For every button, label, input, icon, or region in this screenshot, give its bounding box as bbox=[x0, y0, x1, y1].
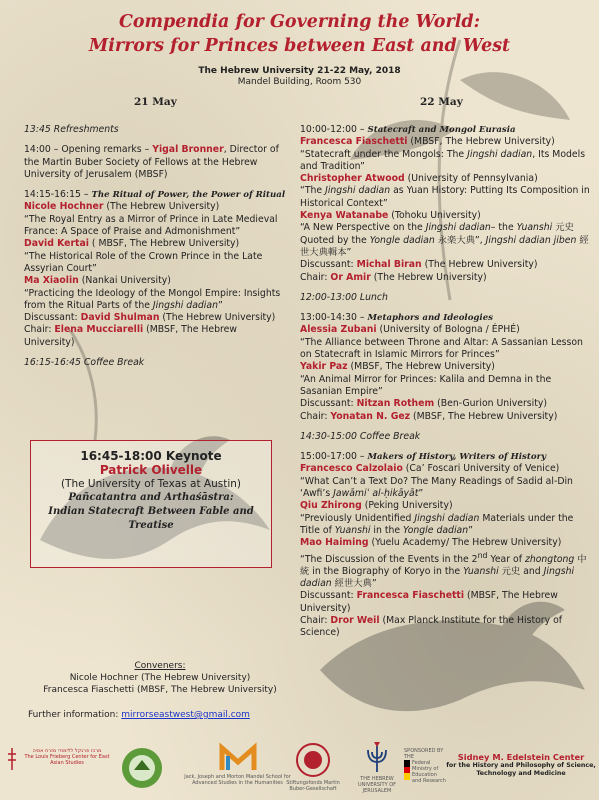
title-text: 元史 Quoted by the bbox=[300, 222, 574, 246]
title-text: in the bbox=[370, 524, 404, 536]
talk-title bbox=[300, 185, 590, 210]
frieberg-emblem-icon bbox=[6, 748, 18, 770]
talk bbox=[300, 173, 590, 185]
speaker-affiliation: (The Hebrew University) bbox=[103, 201, 220, 213]
speaker-name: Mao Haiming bbox=[300, 537, 369, 549]
title-text: ” bbox=[217, 299, 223, 311]
menorah-icon bbox=[362, 742, 392, 774]
title-italic: Yuanshi bbox=[463, 565, 499, 577]
title-text: “The bbox=[300, 185, 326, 197]
title-italic: Yuanshi bbox=[334, 524, 371, 536]
speaker-name: Francesca Fiaschetti bbox=[356, 590, 465, 602]
speaker-affiliation: (Yuelu Academy/ The Hebrew University) bbox=[368, 537, 562, 549]
speaker-name: Alessia Zubani bbox=[300, 324, 377, 336]
title-italic: Jingshi dadian bbox=[467, 148, 533, 160]
edelstein-sub: for the History and Philosophy of Science, Technology and Medicine bbox=[446, 762, 596, 777]
keynote-affiliation: (The University of Texas at Austin) bbox=[60, 478, 242, 490]
speaker-name: Francesco Calzolaio bbox=[300, 463, 403, 475]
edelstein-center-logo bbox=[446, 752, 596, 778]
speaker-affiliation: (Ben-Gurion University) bbox=[434, 398, 548, 410]
session-heading bbox=[300, 124, 590, 136]
speaker-name: Yonatan N. Gez bbox=[330, 410, 411, 422]
speaker-name: Kenya Watanabe bbox=[300, 210, 389, 222]
title-text: 中統 in the Biography of Koryo in the bbox=[300, 553, 587, 577]
speaker-affiliation: (Max Planck Institute for the History of Science) bbox=[300, 615, 563, 639]
day2-column bbox=[300, 124, 590, 640]
title-line-2: Mirrors for Princes between East and West bbox=[88, 36, 511, 56]
mandel-m-icon bbox=[218, 742, 258, 772]
session-time: 15:00-17:00 – bbox=[300, 451, 365, 463]
role-label: Discussant: bbox=[300, 259, 357, 271]
title-italic: Yongle dadian bbox=[369, 234, 435, 246]
session-title: Makers of History, Writers of History bbox=[367, 452, 547, 463]
role-label: Chair: bbox=[300, 615, 331, 627]
talk-title bbox=[300, 550, 590, 591]
title-text: “What Can’t a Text Do? The Many Readings of Sadid al-Din ‘Awfi’s bbox=[300, 475, 573, 500]
speaker-name: David Kertai bbox=[24, 238, 89, 250]
seal-icon bbox=[120, 746, 164, 790]
talk-title bbox=[24, 288, 286, 313]
mandel-school-logo bbox=[180, 742, 295, 786]
title-text: “A New Perspective on the bbox=[300, 222, 426, 234]
talk bbox=[24, 201, 286, 213]
title-italic: zhongtong bbox=[524, 553, 575, 565]
day1-column bbox=[24, 124, 286, 369]
title-text: , Its Models and Tradition” bbox=[300, 148, 586, 172]
talk bbox=[300, 210, 590, 222]
talk bbox=[24, 238, 286, 250]
role-label: Chair: bbox=[300, 410, 331, 422]
speaker-affiliation: ( MBSF, The Hebrew University) bbox=[88, 238, 240, 250]
speaker-name: Christopher Atwood bbox=[300, 173, 405, 185]
speaker-affiliation: (MBSF, The Hebrew University) bbox=[407, 136, 555, 148]
chair bbox=[300, 615, 590, 640]
title-italic: Jingshi dadian bbox=[325, 185, 391, 197]
discussant bbox=[300, 590, 590, 615]
speaker-affiliation: (MBSF, The Hebrew University) bbox=[410, 410, 558, 422]
conveners-label-text: Conveners: bbox=[134, 661, 186, 671]
title-text: “Practicing the Ideology of the Mongol Empire: Insights from the Ritual Parts of the bbox=[24, 287, 281, 311]
session-title: Statecraft and Mongol Eurasia bbox=[367, 125, 516, 135]
buber-seal-icon bbox=[295, 742, 331, 778]
role-label: Discussant: bbox=[300, 398, 357, 410]
talk-title: “An Animal Mirror for Princes: Kalila and Demna in the Sasanian Empire” bbox=[300, 373, 552, 397]
speaker-name: Or Amir bbox=[330, 271, 371, 283]
title-text: – the bbox=[490, 222, 517, 234]
keynote-box bbox=[30, 440, 272, 568]
title-italic: Yongle dadian bbox=[403, 524, 469, 536]
day1-heading: 21 May bbox=[134, 96, 177, 108]
title-italic: Jawāmiʿ al-ḥikāyāt bbox=[333, 488, 419, 500]
frieberg-center-logo bbox=[6, 748, 116, 770]
speaker-affiliation: (Ca’ Foscari University of Venice) bbox=[402, 463, 560, 475]
role-label: Discussant: bbox=[24, 312, 81, 324]
speaker-name: Yakir Paz bbox=[300, 361, 348, 373]
keynote-heading: 16:45-18:00 Keynote bbox=[80, 449, 222, 463]
chair bbox=[300, 411, 590, 423]
frieberg-english: The Louis Frieberg Center for East Asian Studies bbox=[24, 754, 110, 766]
role-label: Discussant: bbox=[300, 590, 357, 602]
german-flag-icon bbox=[404, 760, 410, 780]
session-heading bbox=[300, 451, 590, 463]
buber-text: Stiftungsfonds Martin Buber-Gesellschaft bbox=[286, 780, 340, 792]
day2-heading: 22 May bbox=[420, 96, 463, 108]
talk bbox=[300, 136, 590, 148]
speaker-name: Francesca Fiaschetti bbox=[300, 136, 408, 148]
discussant bbox=[24, 312, 286, 324]
session-title: Metaphors and Ideologies bbox=[367, 313, 494, 324]
title-text: “The Discussion of the Events in the 2 bbox=[300, 553, 478, 565]
talk bbox=[300, 500, 590, 512]
opening-time: 14:00 – Opening remarks – bbox=[24, 144, 150, 156]
chair bbox=[24, 324, 286, 349]
title-italic: Jingshi dadian bbox=[414, 512, 480, 524]
title-text: as Yuan History: Putting Its Composition in Historical Context” bbox=[300, 185, 590, 209]
talk-title bbox=[300, 222, 590, 259]
session-time: 14:15-16:15 – bbox=[24, 189, 89, 201]
speaker-affiliation: (The Hebrew University) bbox=[159, 312, 276, 324]
talk-title: “The Royal Entry as a Mirror of Prince in Late Medieval France: A Space of Praise and Admonishment” bbox=[24, 213, 278, 238]
refreshments: 13:45 Refreshments bbox=[24, 124, 119, 135]
bmbf-text: Federal Ministry of Education and Research bbox=[412, 760, 446, 784]
keynote-speaker: Patrick Olivelle bbox=[99, 463, 203, 477]
session-time: 10:00-12:00 – bbox=[300, 124, 365, 135]
title-text: Year of bbox=[487, 553, 525, 565]
title-italic: Yuanshi bbox=[516, 222, 553, 234]
speaker-affiliation: (Nankai University) bbox=[78, 275, 171, 287]
title-text: Materials under the Title of bbox=[300, 512, 574, 536]
email-link[interactable]: mirrorseastwest@gmail.com bbox=[121, 710, 250, 720]
speaker-affiliation: (MBSF, The Hebrew University) bbox=[300, 590, 558, 614]
mandel-text: Jack, Joseph and Morton Mandel School for Advanced Studies in the Humanities bbox=[184, 774, 291, 786]
talk bbox=[300, 324, 590, 336]
opening-rest: , Director of the Martin Buber Society of Fellows at the Hebrew University of Jerusalem (MBSF) bbox=[24, 144, 279, 180]
title-italic: Jingshi dadian jiben bbox=[485, 234, 577, 246]
speaker-name: Michal Biran bbox=[356, 259, 422, 271]
talk bbox=[24, 275, 286, 287]
frieberg-hebrew: מרכז פרנקל ללימודי מזרח אסיה bbox=[32, 748, 102, 754]
title-text: ” bbox=[418, 488, 424, 500]
speaker-name: Nicole Hochner bbox=[24, 201, 104, 213]
session-heading bbox=[300, 312, 590, 324]
conveners bbox=[20, 660, 300, 696]
keynote-title-line-1: Pañcatantra and Arthaśāstra: bbox=[68, 492, 234, 503]
sponsor-label: SPONSORED BY THE bbox=[404, 748, 444, 760]
speaker-name: Yigal Bronner bbox=[152, 144, 224, 156]
talk-title bbox=[300, 149, 590, 174]
conveners-label bbox=[20, 660, 300, 672]
venue-line-1: The Hebrew University 21-22 May, 2018 bbox=[198, 66, 401, 76]
convener: Nicole Hochner (The Hebrew University) bbox=[69, 673, 251, 683]
convener: Francesca Fiaschetti (MBSF, The Hebrew University) bbox=[43, 685, 277, 695]
title-text: 經世大典輯本” bbox=[300, 234, 589, 258]
speaker-name: Ma Xiaolin bbox=[24, 275, 79, 287]
title-italic: Jingshi dadian bbox=[300, 565, 575, 590]
speaker-affiliation: (The Hebrew University) bbox=[421, 259, 538, 271]
coffee-break: 16:15-16:45 Coffee Break bbox=[24, 357, 145, 369]
green-seal-logo bbox=[120, 746, 164, 792]
talk-title bbox=[300, 513, 590, 538]
speaker-affiliation: (Tohoku University) bbox=[388, 210, 481, 222]
event-title bbox=[0, 10, 599, 58]
venue-line-2: Mandel Building, Room 530 bbox=[237, 77, 362, 87]
chair bbox=[300, 272, 590, 284]
keynote-title-line-2: Indian Statecraft Between Fable and Treatise bbox=[48, 506, 254, 531]
lunch: 12:00-13:00 Lunch bbox=[300, 291, 388, 303]
title-text: 永楽大典”, bbox=[434, 234, 486, 246]
speaker-affiliation: (MBSF, The Hebrew University) bbox=[347, 361, 495, 373]
coffee-break: 14:30-15:00 Coffee Break bbox=[300, 430, 421, 442]
sponsor-logos bbox=[0, 742, 599, 798]
martin-buber-logo bbox=[283, 742, 343, 792]
further-information bbox=[28, 710, 250, 720]
title-text: 元史 and bbox=[498, 565, 544, 577]
hebrew-university-logo bbox=[352, 742, 402, 794]
title-italic: Jingshi dadian bbox=[152, 299, 218, 311]
speaker-name: Nitzan Rothem bbox=[356, 398, 435, 410]
title-line-1: Compendia for Governing the World: bbox=[118, 12, 481, 32]
session-heading bbox=[24, 189, 286, 201]
session-title: The Ritual of Power, the Power of Ritual bbox=[91, 190, 286, 201]
session-time: 13:00-14:30 – bbox=[300, 312, 365, 324]
speaker-name: Qiu Zhirong bbox=[300, 500, 362, 512]
talk bbox=[300, 463, 590, 475]
speaker-name: David Shulman bbox=[80, 312, 160, 324]
speaker-affiliation: (University of Pennsylvania) bbox=[404, 173, 538, 185]
speaker-name: Elena Mucciarelli bbox=[54, 324, 144, 336]
title-italic: Jingshi dadian bbox=[425, 222, 491, 234]
discussant bbox=[300, 398, 590, 410]
title-text: 經世大典” bbox=[331, 578, 377, 590]
edelstein-name: Sidney M. Edelstein Center bbox=[457, 752, 585, 762]
talk-title: “The Historical Role of the Crown Prince in the Late Assyrian Court” bbox=[24, 250, 263, 274]
hebrew-university-text: THE HEBREW UNIVERSITY OF JERUSALEM bbox=[357, 776, 397, 794]
talk-title: “The Alliance between Throne and Altar: A Sassanian Lesson on Statecraft in Islamic Mirrors for Princes” bbox=[300, 336, 583, 361]
title-text: ” bbox=[468, 524, 473, 536]
venue-info bbox=[0, 66, 599, 88]
speaker-affiliation: (Peking University) bbox=[361, 500, 453, 512]
speaker-affiliation: (The Hebrew University) bbox=[370, 271, 487, 283]
speaker-affiliation: (University of Bologna / ÉPHÉ) bbox=[376, 324, 520, 336]
title-superscript: nd bbox=[477, 550, 488, 560]
discussant bbox=[300, 259, 590, 271]
opening-remarks bbox=[24, 144, 286, 181]
role-label: Chair: bbox=[300, 271, 331, 283]
talk-title bbox=[300, 476, 590, 501]
title-text: “Previously Unidentified bbox=[300, 512, 415, 524]
bmbf-logo bbox=[404, 748, 446, 784]
further-label: Further information: bbox=[28, 710, 122, 720]
title-text: “Statecraft under the Mongols: The bbox=[300, 148, 468, 160]
talk bbox=[300, 361, 590, 373]
role-label: Chair: bbox=[24, 324, 55, 336]
talk bbox=[300, 537, 590, 549]
speaker-affiliation: (MBSF, The Hebrew University) bbox=[24, 324, 237, 348]
speaker-name: Dror Weil bbox=[330, 615, 380, 627]
